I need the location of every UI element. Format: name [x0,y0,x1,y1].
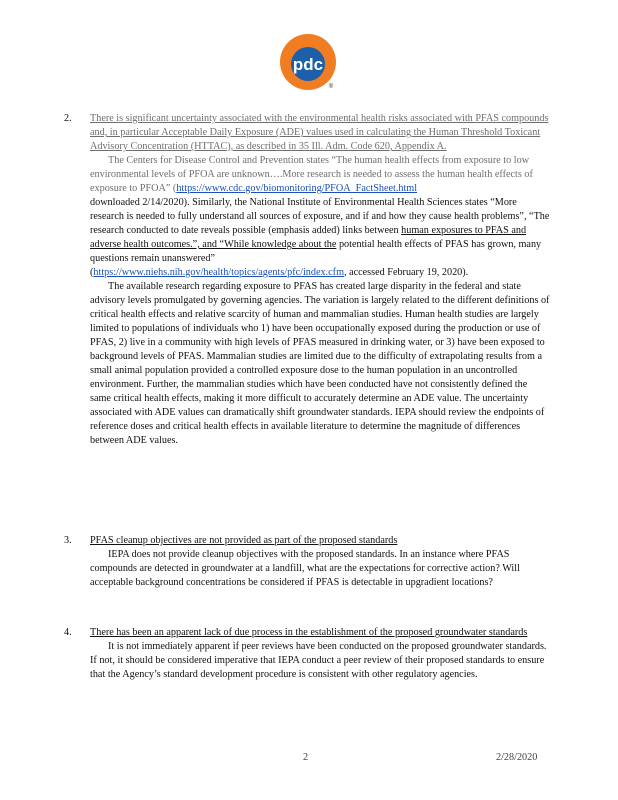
niehs-link[interactable]: https://www.niehs.nih.gov/health/topics/agents/pfc/index.cfm [93,267,344,278]
item-paragraph-research: The available research regarding exposure to PFAS has created large disparity in the federal and state advisory levels promulgated by governing agencies. The variation is largely related to the different definitions of critical health effects and relative scarcity of human and mammalian studies. Human health studies are largely limited to populations of individuals who 1) have been occupationally exposed during the production or use of PFAS, 2) live in a community with high levels of PFAS measured in drinking water, or 3) have been exposed to background levels of PFAS. Mammalian studies are limited due to the difficulty of extrapolating results from a small animal population provided a controlled exposure dose to the human population in an uncontrolled environment. Further, the mammalian studies which have been conducted have not consistently defined the same critical health effects, making it more difficult to accurately determine an ADE value. The uncertainty associated with ADE values can dramatically shift groundwater standards. IEPA should review the endpoints of reference doses and critical health effects in available literature to determine the magnitude of differences between ADE values. [90,281,550,446]
item-number: 4. [64,627,72,638]
comment-item-3 [64,534,550,590]
item-paragraph-niehs: downloaded 2/14/2020). Similarly, the National Institute of Environmental Health Sciences states “More research is needed to fully understand all sources of exposure, and if and how they cause health problems”, “The research conducted to date reveals possible (emphasis added) links between human exposures to PFAS and adverse health outcomes.”, and “While knowledge about the potential health effects of PFAS has grown, many questions remain unanswered” (https://www.niehs.nih.gov/health/topics/agents/pfc/index.cfm, accessed February 19, 2020). [90,197,550,278]
comment-item-2 [64,112,550,448]
page-number: 2 [303,752,309,763]
underlined-text: human exposures to PFAS and adverse health outcomes.”, and “While knowledge about the [90,225,527,250]
text-run: downloaded 2/14/2020). Similarly, the National Institute of Environmental Health Sciences states “More research is needed to fully understand all sources of exposure, and if and how they cause health problems”, “The research conducted to date reveals possible (emphasis added) links between [90,197,550,236]
item-paragraph: It is not immediately apparent if peer reviews have been conducted on the proposed groundwater standards. If not, it should be considered imperative that IEPA conduct a peer review of their proposed standards to ensure that the Agency’s standard development procedure is consistent with other regulatory agencies. [90,641,547,680]
logo-registered-mark: ® [328,84,334,90]
text-run: , accessed February 19, 2020). [344,267,469,278]
logo-text: pdc [292,55,324,74]
cdc-link[interactable]: https://www.cdc.gov/biomonitoring/PFOA_FactSheet.html [176,183,418,194]
text-run: The Centers for Disease Control and Prevention states “The human health effects from exposure to low environmental levels of PFOA are unknown….More research is needed to assess the human health effects of exposure to PFOA” [90,155,533,194]
item-heading: There has been an apparent lack of due process in the establishment of the proposed groundwater standards [90,627,528,638]
item-heading: PFAS cleanup objectives are not provided as part of the proposed standards [90,535,398,546]
item-paragraph: IEPA does not provide cleanup objectives with the proposed standards. In an instance where PFAS compounds are detected in groundwater at a landfill, what are the expectations for corrective action? Will acceptable background concentrations be considered if PFAS is detectable in upgradient locations? [90,549,520,588]
pdc-logo [279,33,337,91]
text-run: potential health effects of PFAS has grown, many questions remain unanswered” [90,239,542,264]
item-heading: There is significant uncertainty associated with the environmental health risks associated with PFAS compounds and, in particular Acceptable Daily Exposure (ADE) values used in calculating the Human Threshold Toxicant Advisory Concentration (HTTAC), as described in 35 Ill. Adm. Code 620, Appendix A. [90,113,549,152]
document-date: 2/28/2020 [496,752,538,763]
item-number: 2. [64,113,72,124]
item-paragraph-cdc: The Centers for Disease Control and Prevention states “The human health effects from exposure to low environmental levels of PFOA are unknown….More research is needed to assess the human health effects of exposure to PFOA” (https://www.cdc.gov/biomonitoring/PFOA_FactSheet.html [90,155,533,194]
item-number: 3. [64,535,72,546]
comment-item-4 [64,626,550,682]
